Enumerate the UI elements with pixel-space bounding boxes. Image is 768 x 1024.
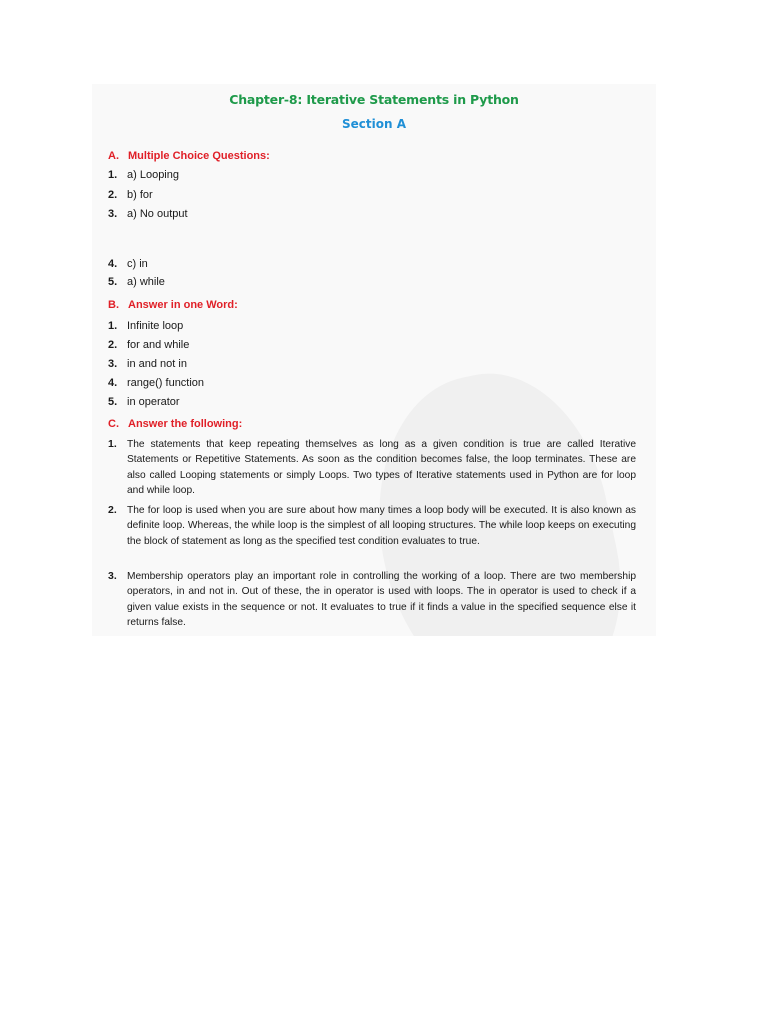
item-number: 4.: [108, 377, 118, 389]
item-number: 4.: [108, 258, 118, 270]
item-number: 1.: [108, 438, 117, 450]
list-item: [108, 357, 187, 371]
item-number: 3.: [108, 570, 117, 582]
item-number: 3.: [108, 358, 118, 370]
section-letter: C.: [108, 418, 119, 430]
section-b-heading: [108, 299, 238, 311]
list-item: [108, 168, 179, 182]
item-number: 2.: [108, 189, 118, 201]
section-heading-text: Multiple Choice Questions:: [128, 150, 270, 162]
item-number: 2.: [108, 504, 117, 516]
answer-text: The statements that keep repeating themselves as long as a given condition is true are called Iterative Statements or Repetitive Statements. As soon as the condition becomes false, the loop terminates. These are also called Looping statements or simply Loops. Two types of Iterative statements used in Python are for loop and while loop.: [127, 439, 636, 497]
answer-paragraph: [108, 437, 636, 499]
item-number: 3.: [108, 208, 118, 220]
list-item: [108, 395, 180, 409]
page-content: [92, 84, 656, 636]
section-letter: B.: [108, 299, 119, 311]
item-text: a) while: [127, 276, 165, 288]
item-number: 1.: [108, 169, 118, 181]
item-text: range() function: [127, 377, 205, 389]
section-heading-text: Answer in one Word:: [128, 299, 238, 311]
list-item: [108, 257, 148, 271]
section-heading-text: Answer the following:: [128, 418, 243, 430]
section-c-heading: [108, 418, 242, 430]
item-text: a) No output: [127, 208, 188, 220]
section-subtitle: Section A: [342, 117, 406, 131]
item-text: Infinite loop: [127, 320, 184, 332]
item-text: for and while: [127, 339, 190, 351]
document-page: [92, 84, 656, 636]
section-a-heading: [108, 150, 270, 162]
list-item: [108, 188, 153, 202]
answer-paragraph: [108, 503, 636, 549]
answer-paragraph: [108, 569, 636, 631]
list-item: [108, 275, 165, 289]
item-text: a) Looping: [127, 169, 179, 181]
item-text: b) for: [127, 189, 153, 201]
list-item: [108, 376, 204, 390]
item-number: 5.: [108, 396, 118, 408]
chapter-title: Chapter-8: Iterative Statements in Python: [229, 92, 519, 107]
item-text: in and not in: [127, 358, 187, 370]
answer-text: Membership operators play an important role in controlling the working of a loop. There are two membership operators, in and not in. Out of these, the in operator is used with loops. The in operator is used to check if a given value exists in the sequence or not. It evaluates to true if it finds a value in the specified sequence else it returns false.: [127, 571, 636, 629]
list-item: [108, 338, 189, 352]
item-number: 1.: [108, 320, 118, 332]
section-letter: A.: [108, 150, 119, 162]
list-item: [108, 319, 183, 333]
item-text: in operator: [127, 396, 180, 408]
item-number: 2.: [108, 339, 118, 351]
item-number: 5.: [108, 276, 118, 288]
answer-text: The for loop is used when you are sure about how many times a loop body will be executed. It is also known as definite loop. Whereas, the while loop is the simplest of all looping structures. The while loop keeps on executing the block of statement as long as the specified test condition evaluates to true.: [127, 505, 636, 547]
item-text: c) in: [127, 258, 148, 270]
list-item: [108, 207, 188, 221]
